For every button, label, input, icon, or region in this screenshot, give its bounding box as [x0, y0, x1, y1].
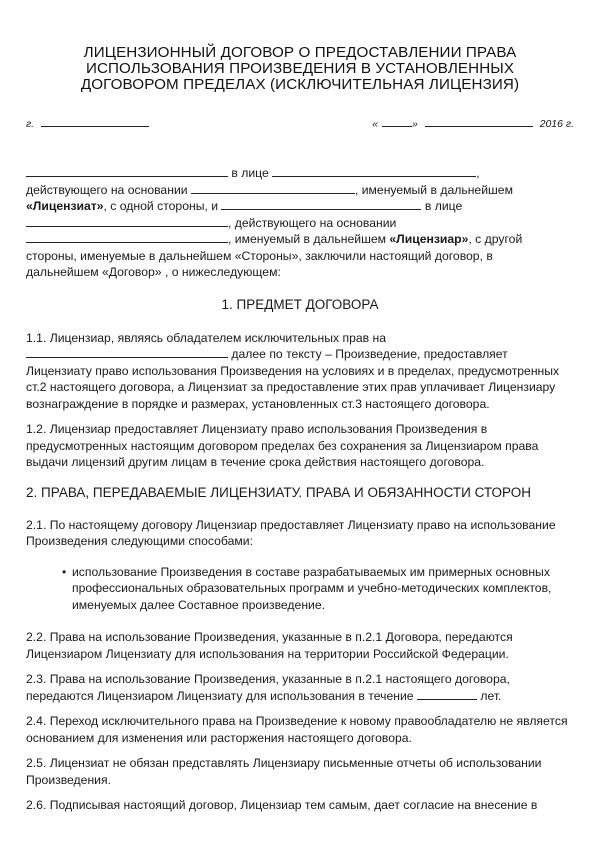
year: 2016 г. [539, 118, 574, 130]
month-blank [425, 115, 533, 127]
quote-open: « [372, 118, 378, 130]
clause-1-2: 1.2. Лицензиар предоставляет Лицензиату право использования Произведения в предусмотренных настоящим договором пределах без сохранения за Лицензиаром права выдачи лицензий другим лицам в течение срока действия настоящего договора. [26, 422, 539, 469]
acting-basis-text: действующего на основании [26, 182, 188, 197]
section-2-heading: 2. ПРАВА, ПЕРЕДАВАЕМЫЕ ЛИЦЕНЗИАТУ. ПРАВА И ОБЯЗАННОСТИ СТОРОН [26, 484, 531, 500]
in-person-text-2: в лице [424, 199, 463, 213]
parties-line-3 [26, 198, 574, 215]
clause-2-5: 2.5. Лицензиат не обязан представлять Лицензиару письменные отчеты об использовании Произведения. [26, 756, 542, 787]
clause-1-1-start: 1.1. Лицензиар, являясь обладателем исключительных прав на [26, 330, 387, 345]
document-title [26, 0, 574, 93]
title-line-1: ЛИЦЕНЗИОННЫЙ ДОГОВОР О ПРЕДОСТАВЛЕНИИ ПРАВА [83, 44, 517, 61]
term-years-blank [417, 688, 477, 700]
clause-1-1-line2 [26, 346, 574, 363]
parties-line-7: дальнейшем «Договор» , о нижеследующем: [26, 265, 281, 279]
party2-basis-blank [26, 231, 228, 243]
party2-rep-blank [26, 215, 228, 227]
clause-1-1-rest: Лицензиату право использования Произведения на условиях и в пределах, предусмотренных ст.2 настоящего договора, а Лицензиат за предоставление этих прав уплачивает Лицензиару вознаграждение в порядке и размерах, установленных ст.3 настоящего договора. [26, 363, 560, 411]
parties-line-6: стороны, именуемые в дальнейшем «Стороны», заключили настоящий договор, в [26, 248, 493, 263]
clause-2-3-start: 2.3. Права на использование Произведения, указанные в п.2.1 настоящего договора, передаются Лицензиаром Лицензиату для использования в течение [26, 672, 510, 703]
one-side-text: , с одной стороны, и [103, 199, 219, 213]
parties-line-1: в лице , [26, 165, 574, 182]
date-field [372, 115, 574, 129]
clause-2-2: 2.2. Права на использование Произведения, указанные в п.2.1 Договора, передаются Лицензиаром Лицензиату для использования на территории Российской Федерации. [26, 630, 513, 661]
parties-line-2 [26, 182, 574, 199]
clause-1-1 [26, 330, 574, 413]
other-side-text: , с другой [468, 232, 523, 246]
hereinafter-text-2: , именуемый в дальнейшем [228, 232, 386, 246]
party2-name-blank [221, 198, 421, 210]
quote-close: » [411, 118, 418, 130]
bullet-text: использование Произведения в составе разрабатываемых им примерных основных профессиональных образовательных программ и учебно-методических комплектов, именуемых далее Составное произведение. [72, 564, 552, 612]
party1-name-blank [26, 165, 228, 177]
licensee-term: «Лицензиат» [26, 199, 104, 213]
licensor-term: «Лицензиар» [389, 232, 469, 246]
city-blank [41, 115, 149, 127]
work-title-blank [26, 346, 228, 358]
city-prefix: г. [26, 118, 35, 130]
acting-basis-text-2: , действующего на основании [228, 215, 397, 230]
hereinafter-text-1: , именуемый в дальнейшем [354, 182, 513, 197]
title-line-3: ДОГОВОРОМ ПРЕДЕЛАХ (ИСКЛЮЧИТЕЛЬНАЯ ЛИЦЕНЗИЯ) [80, 76, 520, 93]
section-1-heading: 1. ПРЕДМЕТ ДОГОВОРА [221, 296, 379, 312]
city-field [26, 115, 149, 129]
clause-2-4: 2.4. Переход исключительного права на Произведение к новому правообладателю не является основанием для изменения или расторжения настоящего договора. [26, 714, 568, 745]
bullet-dot-icon: • [62, 564, 67, 579]
title-line-2: ИСПОЛЬЗОВАНИЯ ПРОИЗВЕДЕНИЯ В УСТАНОВЛЕННЫХ [85, 60, 515, 77]
parties-line-4 [26, 215, 574, 232]
clause-2-3 [26, 671, 574, 704]
day-blank [382, 115, 412, 127]
parties-block [26, 165, 574, 281]
parties-line-5 [26, 231, 574, 248]
clause-1-1-after: далее по тексту – Произведение, предоставляет [231, 347, 508, 361]
in-person-text: в лице [231, 166, 269, 180]
party1-rep-blank [272, 165, 476, 177]
date-row [26, 115, 574, 129]
clause-2-1: 2.1. По настоящему договору Лицензиар предоставляет Лицензиату право на использование Произведения следующими способами: [26, 517, 556, 548]
clause-2-3-end: лет. [480, 688, 502, 703]
party1-basis-blank [191, 182, 355, 194]
clause-2-6: 2.6. Подписывая настоящий договор, Лицензиар тем самым, дает согласие на внесение в [26, 798, 538, 812]
bullet-item [26, 564, 574, 614]
